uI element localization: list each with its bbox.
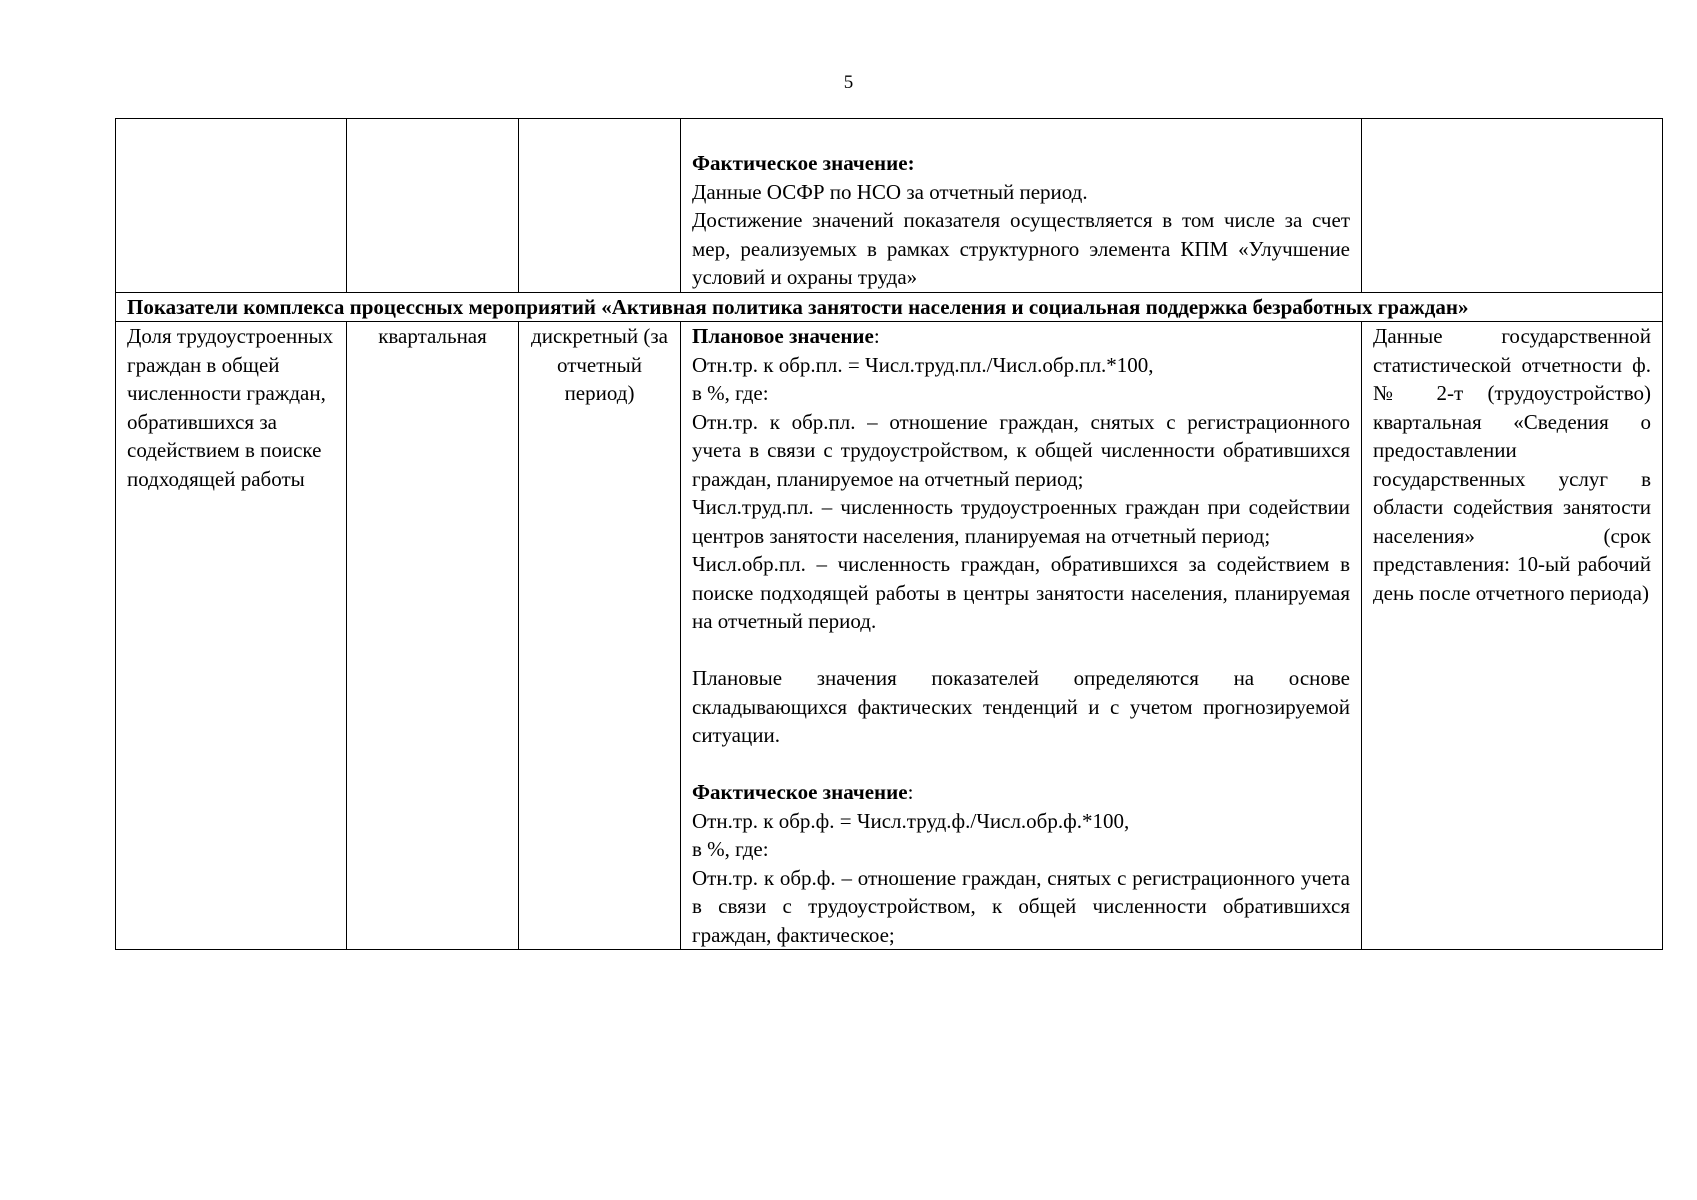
plan-note: Плановые значения показателей определяются на основе складывающихся фактических тенденций и с учетом прогнозируемой ситуации. [692,666,1350,747]
table-row-indicator [116,322,1663,950]
fact-label: Фактическое значение: [692,151,915,175]
table-cell-empty [347,119,519,293]
table-cell-empty [116,119,347,293]
fact-label-line: Фактическое значение: [692,780,914,804]
blank-line [692,750,1350,779]
table-row-continuation [116,119,1663,293]
indicator-type: дискретный (за отчетный период) [519,322,681,950]
fact-definition: Отн.тр. к обр.ф. – отношение граждан, снятых с регистрационного учета в связи с трудоустройством, к общей численности обратившихся граждан, фактическое; [692,865,1350,947]
plan-label: Плановое значение [692,324,874,348]
section-header: Показатели комплекса процессных мероприятий «Активная политика занятости населения и социальная поддержка безработных граждан» [116,292,1663,322]
page-number: 5 [843,72,854,93]
plan-formula: Отн.тр. к обр.пл. = Числ.труд.пл./Числ.обр.пл.*100, [692,352,1154,377]
indicator-name: Доля трудоустроенных граждан в общей численности граждан, обратившихся за содействием в поиске подходящей работы [116,322,347,950]
plan-where: в %, где: [692,381,769,405]
method-cell [681,119,1362,293]
fact-line: Данные ОСФР по НСО за отчетный период. [692,179,1088,204]
plan-definition: Отн.тр. к обр.пл. – отношение граждан, снятых с регистрационного учета в связи с трудоустройством, к общей численности обратившихся граждан, планируемое на отчетный период; [692,409,1350,491]
fact-line: Достижение значений показателя осуществляется в том числе за счет мер, реализуемых в рамках структурного элемента КПМ «Улучшение условий и охраны труда» [692,208,1350,289]
blank-line [692,636,1350,665]
indicator-source: Данные государственной статистической отчетности ф. № 2-т (трудоустройство) квартальная «Сведения о предоставлении государственных услуг в области содействия занятости населения» (срок представления: 10-ый рабочий день после отчетного периода) [1362,322,1663,950]
fact-formula: Отн.тр. к обр.ф. = Числ.труд.ф./Числ.обр.ф.*100, [692,808,1130,833]
table-row-section [116,292,1663,322]
plan-label-line: Плановое значение: [692,324,880,348]
method-cell [681,322,1362,950]
indicator-periodicity: квартальная [347,322,519,950]
fact-where: в %, где: [692,837,769,861]
table-cell-empty [1362,119,1663,293]
plan-definition: Числ.обр.пл. – численность граждан, обратившихся за содействием в поиске подходящей работы в центры занятости населения, планируемая на отчетный период. [692,552,1350,633]
plan-definition: Числ.труд.пл. – численность трудоустроенных граждан при содействии центров занятости населения, планируемая на отчетный период; [692,495,1350,548]
fact-label: Фактическое значение [692,780,908,804]
indicators-table [115,118,1663,950]
table-cell-empty [519,119,681,293]
